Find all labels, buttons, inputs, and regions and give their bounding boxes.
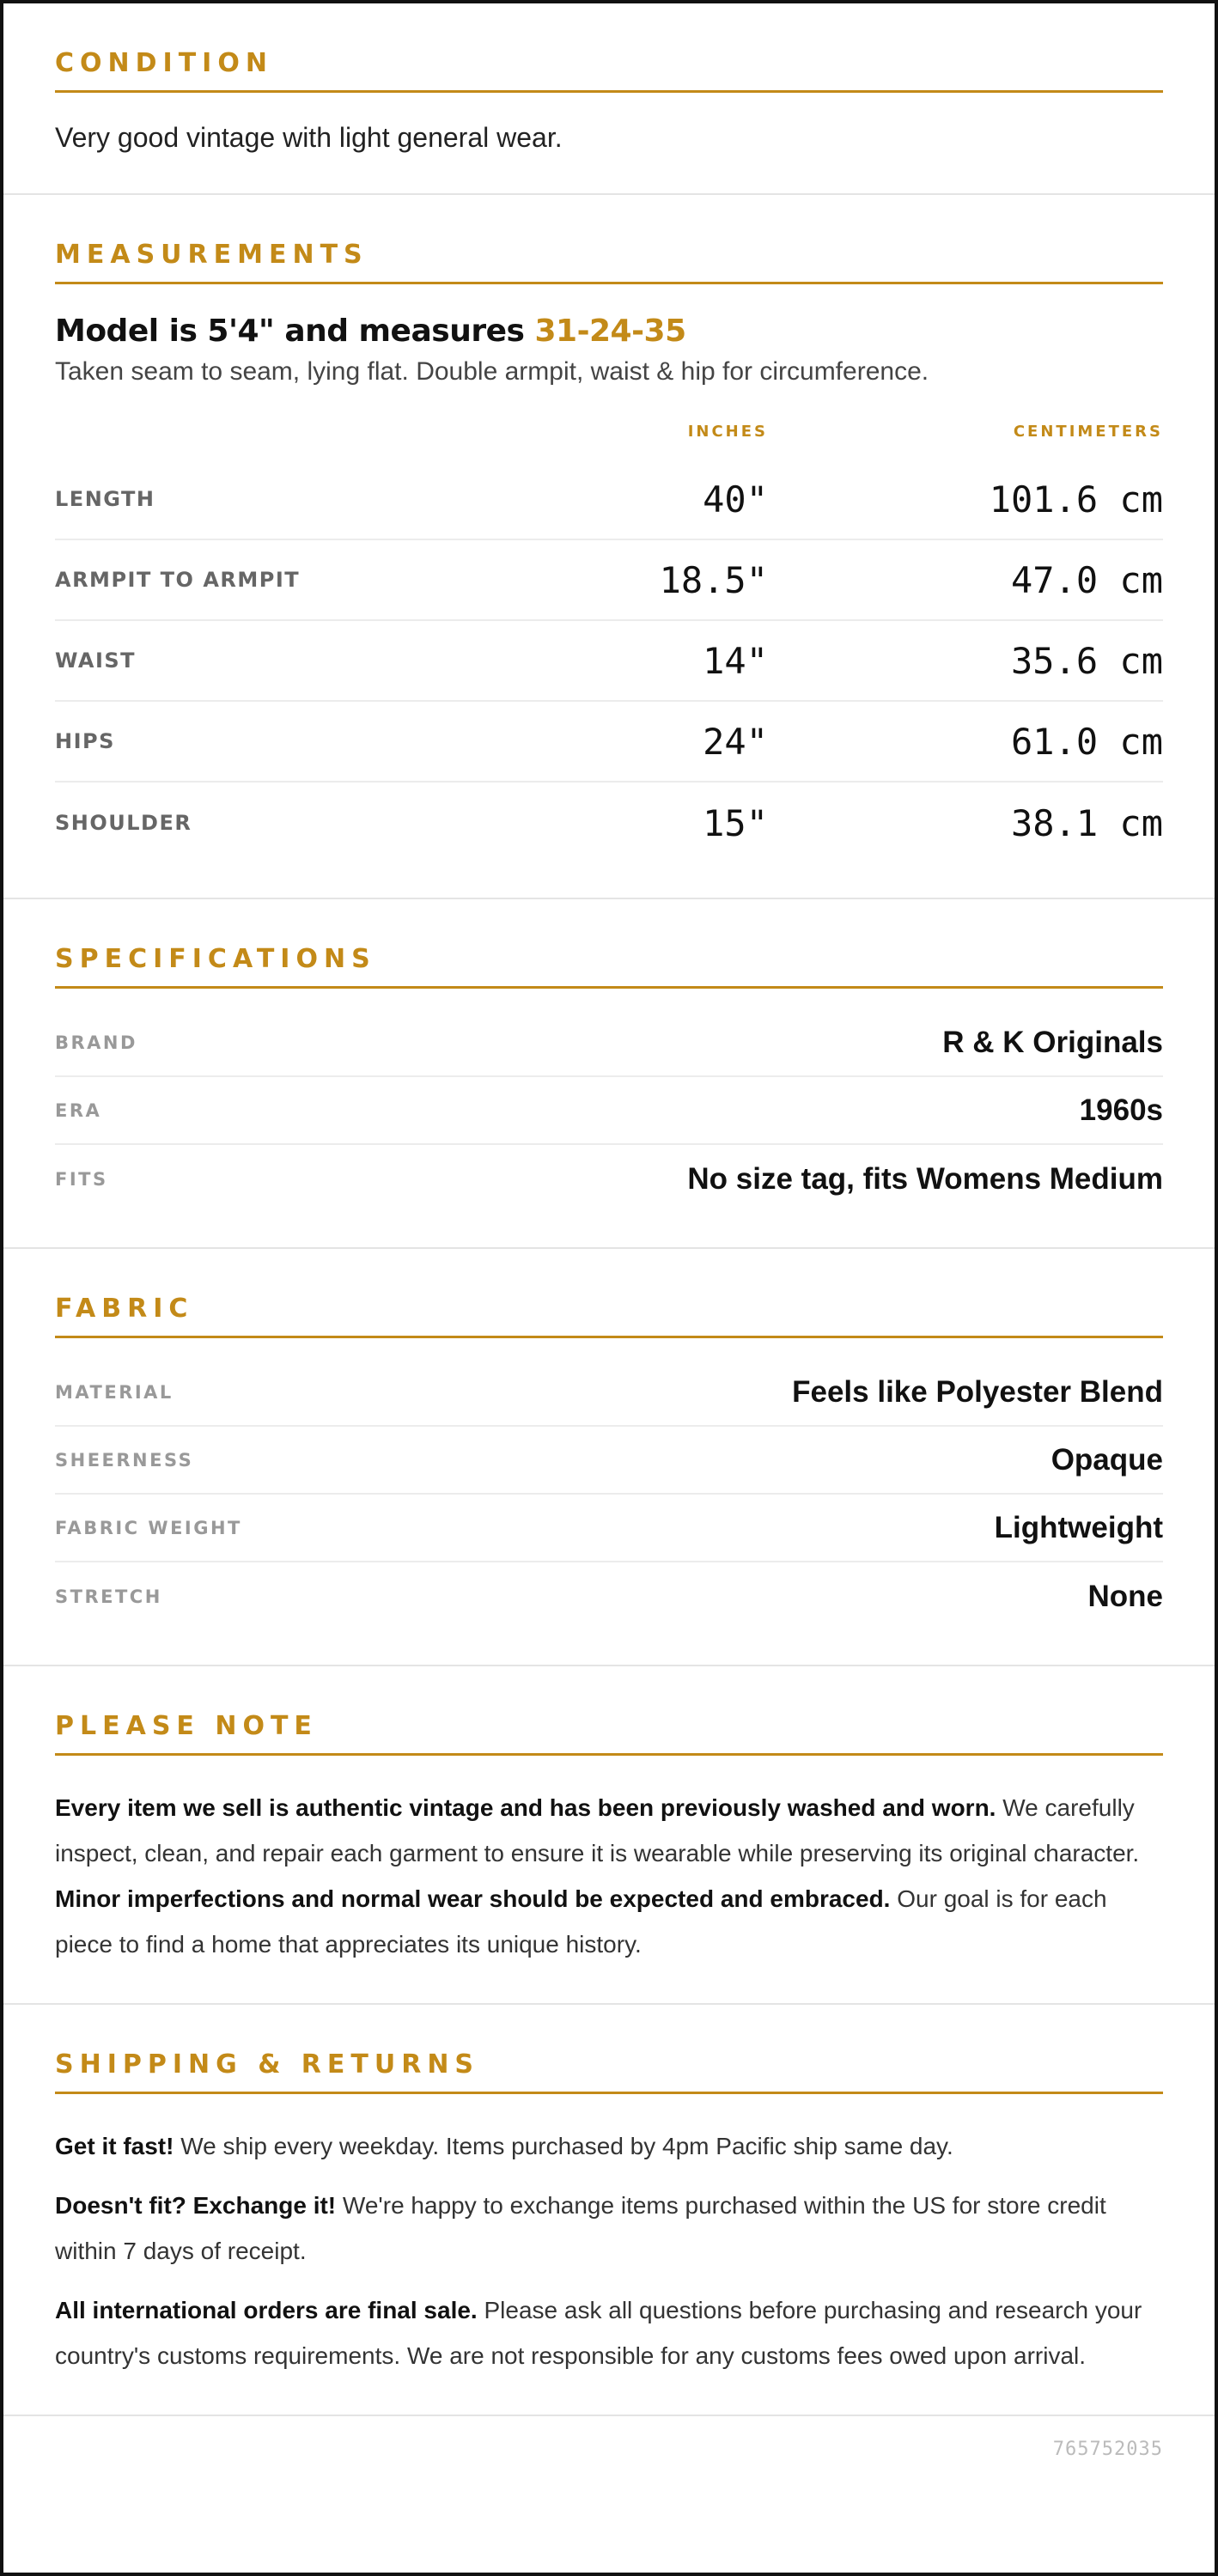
measurement-inches: 40" [703, 478, 768, 521]
spec-label: BRAND [55, 1032, 137, 1053]
measurement-inches: 24" [703, 720, 768, 763]
shipping-paragraph-3 [55, 2287, 1163, 2378]
spec-label: ERA [55, 1099, 102, 1121]
spec-row-brand [55, 1009, 1163, 1077]
spec-value: No size tag, fits Womens Medium [687, 1161, 1163, 1196]
shipping-paragraph-2 [55, 2183, 1163, 2274]
measurement-row-hips [55, 702, 1163, 783]
measurement-cm: 47.0 cm [1010, 558, 1163, 601]
measurement-cm: 61.0 cm [1010, 720, 1163, 763]
fabric-title: FABRIC [55, 1294, 1163, 1338]
specifications-list [55, 1009, 1163, 1213]
measurement-row-length [55, 460, 1163, 540]
model-measures-value: 31-24-35 [534, 314, 686, 349]
model-prefix: Model is 5'4" and measures [55, 314, 535, 349]
fabric-row-material [55, 1359, 1163, 1427]
fabric-value: Opaque [1051, 1442, 1163, 1477]
measurements-table [55, 460, 1163, 863]
col-inches-header: INCHES [687, 423, 768, 441]
spec-label: FITS [55, 1168, 108, 1190]
specifications-title: SPECIFICATIONS [55, 944, 1163, 989]
measurement-inches: 14" [703, 639, 768, 682]
spec-value: R & K Originals [942, 1025, 1163, 1059]
note-bold-2: Minor imperfections and normal wear should be expected and embraced. [55, 1885, 891, 1912]
fabric-row-stretch [55, 1562, 1163, 1630]
shipping-text-2: We're happy to exchange items purchased within the US for store credit within 7 days of receipt. [55, 2192, 1106, 2264]
measurement-cm: 38.1 cm [1010, 801, 1163, 844]
measurement-inches: 18.5" [659, 558, 768, 601]
footer [3, 2416, 1215, 2482]
fabric-section [3, 1249, 1215, 1666]
note-bold-1: Every item we sell is authentic vintage and has been previously washed and worn. [55, 1794, 996, 1821]
measurement-label: HIPS [55, 729, 115, 753]
measurement-row-armpit [55, 540, 1163, 621]
measurements-title: MEASUREMENTS [55, 240, 1163, 284]
fabric-value: Lightweight [994, 1510, 1163, 1544]
measurement-row-shoulder [55, 783, 1163, 863]
specifications-section [3, 899, 1215, 1249]
measurement-label: WAIST [55, 649, 137, 673]
shipping-bold-2: Doesn't fit? Exchange it! [55, 2192, 337, 2219]
measurement-label: LENGTH [55, 487, 155, 511]
shipping-bold-3: All international orders are final sale. [55, 2297, 478, 2323]
condition-title: CONDITION [55, 48, 1163, 93]
measurement-cm: 101.6 cm [989, 478, 1163, 521]
fabric-label: STRETCH [55, 1586, 162, 1607]
measurement-label: ARMPIT TO ARMPIT [55, 568, 301, 592]
product-code: 765752035 [1052, 2439, 1163, 2460]
measurement-row-waist [55, 621, 1163, 702]
shipping-section [3, 2005, 1215, 2416]
measurements-section [3, 195, 1215, 899]
fabric-label: FABRIC WEIGHT [55, 1517, 242, 1538]
fabric-value: Feels like Polyester Blend [792, 1374, 1163, 1409]
shipping-text-1: We ship every weekday. Items purchased by 4pm Pacific ship same day. [174, 2133, 953, 2159]
shipping-paragraph-1 [55, 2123, 1163, 2169]
fabric-value: None [1087, 1579, 1163, 1613]
please-note-title: PLEASE NOTE [55, 1711, 1163, 1756]
shipping-title: SHIPPING & RETURNS [55, 2049, 1163, 2094]
fabric-row-weight [55, 1495, 1163, 1562]
spec-row-fits [55, 1145, 1163, 1213]
measurement-cm: 35.6 cm [1010, 639, 1163, 682]
fabric-label: SHEERNESS [55, 1449, 194, 1471]
please-note-section [3, 1666, 1215, 2005]
note-text-1: We carefully inspect, clean, and repair each garment to ensure it is wearable while preserving its original character. [55, 1794, 1140, 1867]
measurement-label: SHOULDER [55, 811, 192, 835]
condition-section [3, 3, 1215, 195]
measurement-inches: 15" [703, 801, 768, 844]
measurements-header [55, 423, 1163, 460]
shipping-text-3: Please ask all questions before purchasing and research your country's customs requirements. We are not responsible for any customs fees owed upon arrival. [55, 2297, 1142, 2369]
model-measures-line [55, 314, 1163, 349]
col-cm-header: CENTIMETERS [1013, 423, 1163, 441]
fabric-row-sheerness [55, 1427, 1163, 1495]
spec-value: 1960s [1079, 1093, 1163, 1127]
condition-text: Very good vintage with light general wear. [55, 122, 563, 153]
fabric-list [55, 1359, 1163, 1630]
please-note-text [55, 1785, 1163, 1967]
shipping-bold-1: Get it fast! [55, 2133, 174, 2159]
spec-row-era [55, 1077, 1163, 1145]
fabric-label: MATERIAL [55, 1381, 174, 1403]
measurements-subtitle: Taken seam to seam, lying flat. Double armpit, waist & hip for circumference. [55, 357, 929, 386]
note-text-2: Our goal is for each piece to find a home that appreciates its unique history. [55, 1885, 1107, 1958]
